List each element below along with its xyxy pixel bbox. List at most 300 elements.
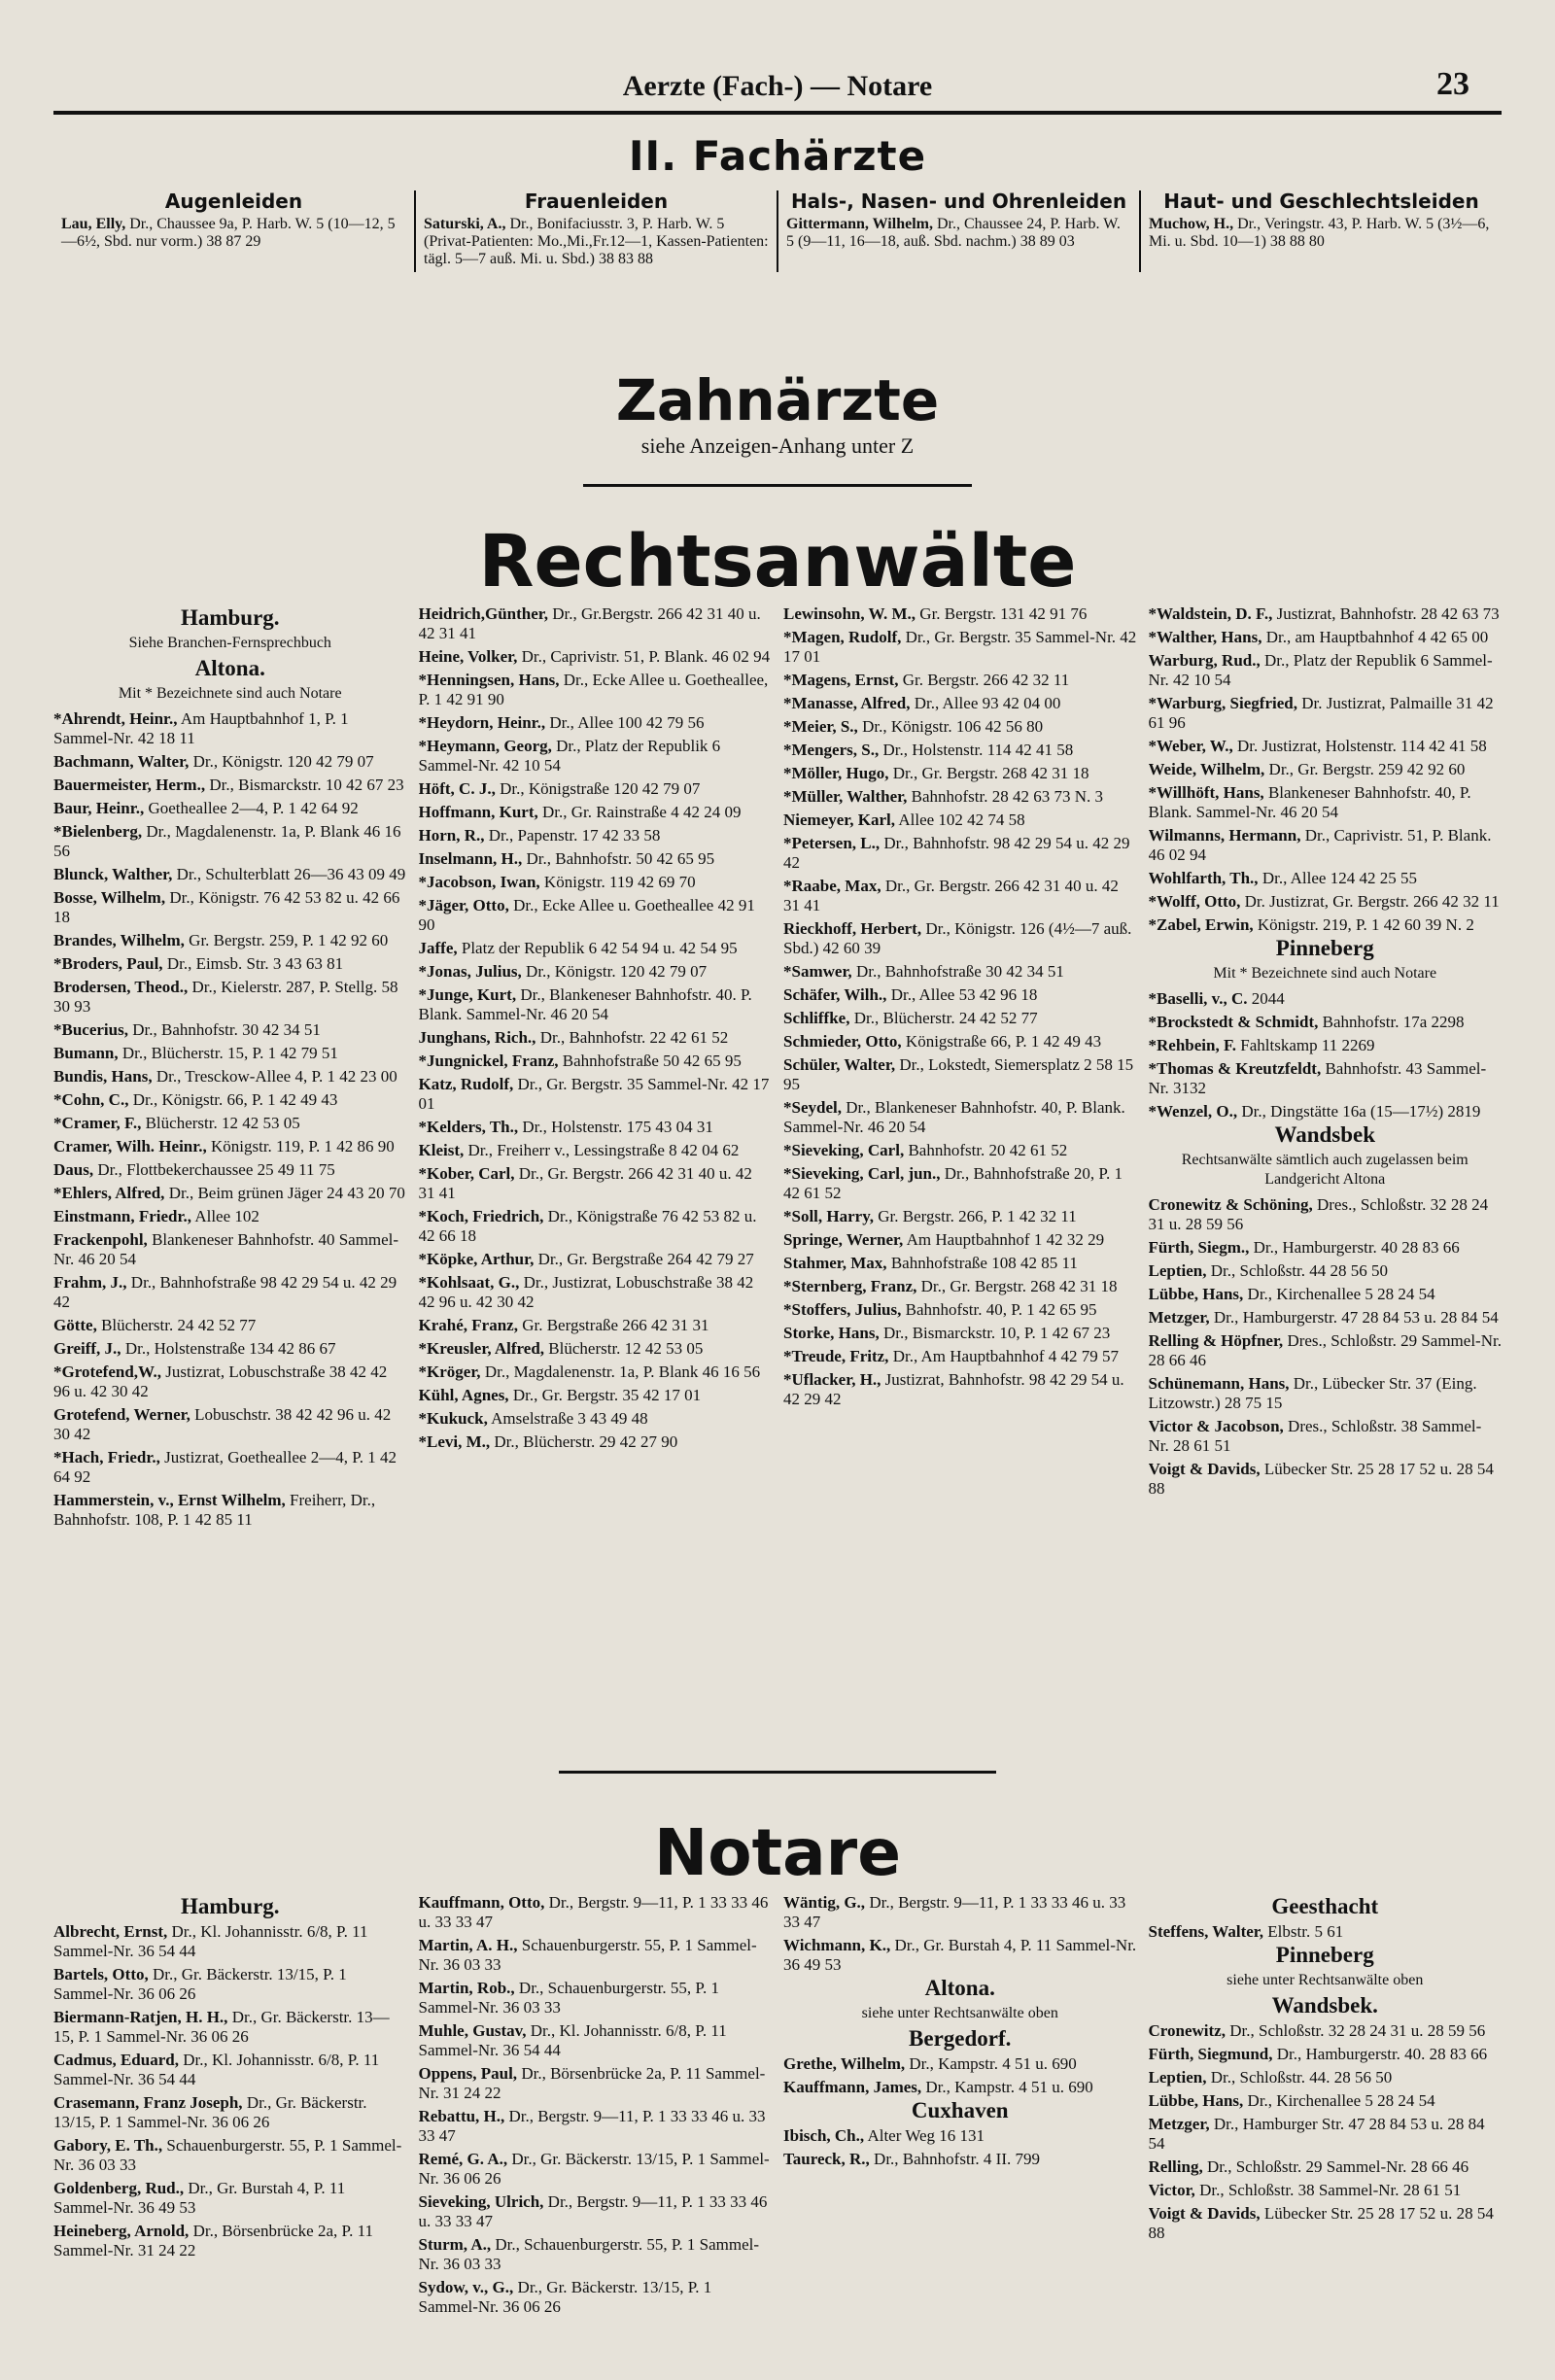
entry-name: Lübbe, Hans,: [1148, 1285, 1244, 1303]
entry-text: Dr., Papenstr. 17 42 33 58: [488, 826, 661, 845]
listing-entry: [419, 713, 773, 733]
entry-text: Goetheallee 2—4, P. 1 42 64 92: [148, 799, 359, 817]
listing-entry: [1149, 1308, 1503, 1328]
entry-name: Hoffmann, Kurt,: [418, 803, 538, 821]
listing-entry: [419, 1028, 773, 1048]
entry-text: Allee 102 42 74 58: [898, 811, 1025, 829]
entry-text: Lübecker Str. 25 28 17 52 u. 28 54 88: [1148, 1460, 1494, 1498]
notare-heading: Notare: [654, 1815, 901, 1890]
entry-name: Höft, C. J.,: [418, 779, 496, 798]
entry-text: Bahnhofstr. 17a 2298: [1322, 1013, 1465, 1031]
entry-name: Bundis, Hans,: [53, 1067, 153, 1086]
entry-text: Gr. Bergstr. 259, P. 1 42 92 60: [189, 931, 389, 949]
listing-entry: [783, 717, 1137, 737]
entry-name: Kauffmann, Otto,: [418, 1893, 545, 1912]
place-heading: Wandsbek.: [1271, 1993, 1378, 2018]
entry-text: Dr., Gr. Bäckerstr. 13—15, P. 1 Sammel-Nr. 36 06 26: [53, 2008, 390, 2046]
entry-text: Königstraße 66, P. 1 42 49 43: [905, 1032, 1102, 1051]
fachaerzte-heading: II. Fachärzte: [628, 132, 927, 180]
place-heading: Pinneberg: [1275, 936, 1374, 960]
listing-entry: [53, 1362, 407, 1401]
entry-name: Muhle, Gustav,: [418, 2021, 527, 2040]
entry-text: Dr., Lokstedt, Siemersplatz 2 58 15 95: [783, 1055, 1134, 1093]
entry-name: Cronewitz,: [1148, 2021, 1226, 2040]
entry-text: Dr., Bahnhofstraße 20, P. 1 42 61 52: [783, 1164, 1123, 1202]
entry-text: Dr., Bergstr. 9—11, P. 1 33 33 46 u. 33 33 47: [783, 1893, 1126, 1931]
place-heading: Hamburg.: [180, 605, 280, 630]
entry-name: Goldenberg, Rud.,: [53, 2179, 185, 2197]
entry-name: Einstmann, Friedr.,: [53, 1207, 192, 1225]
listing-entry: [1149, 216, 1494, 251]
category-heading: Haut- und Geschlechtsleiden: [1163, 190, 1479, 213]
listing-entry: [1149, 760, 1503, 779]
listing-entry: [783, 1141, 1137, 1160]
running-header: Aerzte (Fach-) — Notare: [622, 70, 933, 102]
entry-text: Dr., Allee 93 42 04 00: [914, 694, 1061, 712]
listing-entry: [783, 1300, 1137, 1320]
entry-text: Dr., Blankeneser Bahnhofstr. 40, P. Blank. Sammel-Nr. 46 20 54: [783, 1098, 1125, 1136]
entry-name: Wichmann, K.,: [783, 1936, 891, 1954]
listing-entry: [53, 2136, 407, 2175]
entry-name: Victor,: [1148, 2181, 1195, 2199]
entry-text: Dr., Kl. Johannisstr. 6/8, P. 11 Sammel-Nr. 36 54 44: [53, 2051, 380, 2088]
entry-name: Heidrich,Günther,: [418, 604, 548, 623]
listing-entry: [1149, 869, 1503, 888]
entry-name: Voigt & Davids,: [1148, 2204, 1261, 2223]
listing-entry: [1149, 2115, 1503, 2154]
entry-text: Dr., Gr. Burstah 4, P. 11 Sammel-Nr. 36 49 53: [53, 2179, 346, 2217]
entry-text: Dr., Lübecker Str. 37 (Eing. Litzowstr.) 28 75 15: [1148, 1374, 1477, 1412]
entry-text: Königstr. 119 42 69 70: [543, 873, 696, 891]
rechtsanwaelte-columns: [53, 604, 1502, 1756]
listing-entry: [1149, 892, 1503, 912]
entry-name: *Jungnickel, Franz,: [418, 1052, 559, 1070]
header-rule: [53, 111, 1502, 115]
entry-name: Heine, Volker,: [418, 647, 518, 666]
entry-name: Kühl, Agnes,: [418, 1386, 509, 1404]
section-note: Rechtsanwälte sämtlich auch zugelassen beim Landgericht Altona: [1181, 1152, 1469, 1188]
listing-entry: [1149, 826, 1503, 865]
entry-name: *Jonas, Julius,: [418, 962, 522, 981]
listing-entry: [783, 834, 1137, 873]
entry-text: Bahnhofstr. 20 42 61 52: [908, 1141, 1068, 1159]
listing-entry: [783, 2054, 1137, 2074]
listing-entry: [419, 737, 773, 776]
entry-text: Dr., Gr. Bäckerstr. 13/15, P. 1 Sammel-Nr. 36 06 26: [53, 2093, 367, 2131]
listing-entry: [1149, 1460, 1503, 1499]
entry-name: *Jacobson, Iwan,: [418, 873, 540, 891]
entry-text: Dr., Königstr. 120 42 79 07: [526, 962, 708, 981]
entry-text: 2044: [1251, 989, 1285, 1008]
entry-name: Gittermann, Wilhelm,: [786, 216, 933, 232]
entry-name: *Broders, Paul,: [53, 954, 163, 973]
entry-name: Rieckhoff, Herbert,: [783, 919, 922, 938]
listing-entry: [419, 1052, 773, 1071]
entry-name: Grotefend, Werner,: [53, 1405, 190, 1424]
listing-entry: [783, 1098, 1137, 1137]
entry-name: Relling & Höpfner,: [1148, 1331, 1284, 1350]
listing-entry: [783, 1230, 1137, 1250]
listing-entry: [1149, 989, 1503, 1009]
entry-text: Dr., Hamburger Str. 47 28 84 53 u. 28 84 54: [1148, 2115, 1485, 2153]
entry-name: *Magen, Rudolf,: [783, 628, 902, 646]
entry-text: Bahnhofstr. 43 Sammel-Nr. 3132: [1148, 1059, 1487, 1097]
listing-entry: [783, 694, 1137, 713]
listing-entry: [53, 1160, 407, 1180]
entry-text: Dr., Justizrat, Lobuschstraße 38 42 42 96 u. 42 30 42: [418, 1273, 754, 1311]
listing-entry: [783, 2078, 1137, 2097]
listing-entry: [419, 2150, 773, 2189]
listing-entry: [783, 787, 1137, 807]
entry-name: *Soll, Harry,: [783, 1207, 875, 1225]
listing-entry: [53, 865, 407, 884]
entry-name: Fürth, Siegm.,: [1148, 1238, 1250, 1257]
entry-name: *Magens, Ernst,: [783, 671, 899, 689]
entry-text: Dr., Bismarckstr. 10, P. 1 42 67 23: [882, 1324, 1111, 1342]
listing-entry: [53, 1114, 407, 1133]
entry-name: Frackenpohl,: [53, 1230, 148, 1249]
entry-text: Blücherstr. 12 42 53 05: [145, 1114, 300, 1132]
place-heading: Geesthacht: [1271, 1894, 1379, 1918]
section-rule: [559, 1771, 996, 1774]
entry-text: Dr., Gr. Burstah 4, P. 11 Sammel-Nr. 36 49 53: [783, 1936, 1137, 1974]
section-note: siehe unter Rechtsanwälte oben: [1227, 1972, 1424, 1988]
entry-name: *Cohn, C.,: [53, 1090, 129, 1109]
listing-entry: [419, 1409, 773, 1429]
entry-text: Bahnhofstr. 28 42 63 73 N. 3: [911, 787, 1103, 806]
entry-name: Kauffmann, James,: [783, 2078, 922, 2096]
entry-name: Storke, Hans,: [783, 1324, 880, 1342]
entry-text: Justizrat, Bahnhofstr. 28 42 63 73: [1276, 604, 1500, 623]
entry-text: Dr., Bonifaciusstr. 3, P. Harb. W. 5 (Privat-Patienten: Mo.,Mi.,Fr.12—1, Kassen-Patienten: tägl. 5—7 auß. Mi. u. Sbd.) 38 83 88: [424, 216, 769, 267]
listing-column: [783, 1893, 1137, 2340]
entry-text: Dr., Gr. Rainstraße 4 42 24 09: [542, 803, 742, 821]
entry-text: Blücherstr. 12 42 53 05: [548, 1339, 704, 1358]
entry-name: Katz, Rudolf,: [418, 1075, 514, 1093]
listing-entry: [419, 1893, 773, 1932]
listing-entry: [419, 962, 773, 982]
listing-entry: [419, 2235, 773, 2274]
listing-entry: [53, 2179, 407, 2218]
entry-name: *Junge, Kurt,: [418, 985, 517, 1004]
entry-text: Dr., Kl. Johannisstr. 6/8, P. 11 Sammel-Nr. 36 54 44: [418, 2021, 727, 2059]
entry-text: Dr., Allee 124 42 25 55: [1261, 869, 1417, 887]
listing-entry: [53, 2008, 407, 2047]
entry-text: Dr., Tresckow-Allee 4, P. 1 42 23 00: [156, 1067, 397, 1086]
fach-column: [53, 190, 414, 272]
entry-name: Crasemann, Franz Joseph,: [53, 2093, 243, 2112]
listing-entry: [1149, 604, 1503, 624]
place-heading: Cuxhaven: [911, 2098, 1009, 2122]
entry-name: *Rehbein, F.: [1148, 1036, 1237, 1054]
entry-text: Dr., Holstenstraße 134 42 86 67: [124, 1339, 336, 1358]
entry-text: Gr. Bergstr. 131 42 91 76: [919, 604, 1088, 623]
entry-name: Weide, Wilhelm,: [1148, 760, 1265, 778]
entry-name: *Köpke, Arthur,: [418, 1250, 535, 1268]
listing-entry: [783, 628, 1137, 667]
entry-text: Fahltskamp 11 2269: [1240, 1036, 1375, 1054]
entry-text: Dr., Kirchenallee 5 28 24 54: [1247, 2091, 1435, 2110]
place-heading: Hamburg.: [180, 1894, 280, 1918]
entry-name: Metzger,: [1148, 2115, 1210, 2133]
entry-text: Dr., Platz der Republik 6 Sammel-Nr. 42 10 54: [1148, 651, 1493, 689]
listing-entry: [53, 2222, 407, 2260]
listing-entry: [1149, 915, 1503, 935]
entry-text: Schauenburgerstr. 55, P. 1 Sammel-Nr. 36 03 33: [53, 2136, 402, 2174]
listing-entry: [1149, 1374, 1503, 1413]
listing-entry: [53, 1044, 407, 1063]
entry-text: Dr., Flottbekerchaussee 25 49 11 75: [97, 1160, 335, 1179]
entry-text: Dr., Veringstr. 43, P. Harb. W. 5 (3½—6, Mi. u. Sbd. 10—1) 38 88 80: [1149, 216, 1490, 250]
listing-entry: [419, 849, 773, 869]
entry-name: Lübbe, Hans,: [1148, 2091, 1244, 2110]
entry-text: Dr., Holstenstr. 114 42 41 58: [882, 741, 1074, 759]
listing-entry: [419, 1432, 773, 1452]
listing-column: [783, 604, 1137, 1756]
listing-entry: [419, 803, 773, 822]
listing-entry: [783, 764, 1137, 783]
entry-text: Platz der Republik 6 42 54 94 u. 42 54 95: [461, 939, 738, 957]
listing-entry: [1149, 2045, 1503, 2064]
entry-text: Elbstr. 5 61: [1267, 1922, 1344, 1941]
entry-text: Dr., Gr. Bergstraße 264 42 79 27: [537, 1250, 754, 1268]
entry-text: Dr., Bahnhofstr. 4 II. 799: [874, 2150, 1040, 2168]
entry-text: Dr., Börsenbrücke 2a, P. 11 Sammel-Nr. 31 24 22: [418, 2064, 766, 2102]
entry-text: Dr., Gr. Bergstr. 266 42 31 40 u. 42 31 41: [418, 1164, 752, 1202]
category-heading: Frauenleiden: [524, 190, 669, 213]
entry-name: Daus,: [53, 1160, 94, 1179]
listing-entry: [783, 671, 1137, 690]
fach-column: [1139, 190, 1502, 272]
entry-text: Dres., Schloßstr. 38 Sammel-Nr. 28 61 51: [1148, 1417, 1482, 1455]
listing-entry: [419, 1075, 773, 1114]
entry-text: Königstr. 119, P. 1 42 86 90: [210, 1137, 395, 1156]
entry-name: Victor & Jacobson,: [1148, 1417, 1284, 1435]
entry-text: Dr., Gr. Bergstr. 268 42 31 18: [892, 764, 1089, 782]
entry-text: Dr., Magdalenenstr. 1a, P. Blank 46 16 56: [484, 1362, 761, 1381]
entry-name: Remé, G. A.,: [418, 2150, 508, 2168]
entry-text: Blankeneser Bahnhofstr. 40 Sammel-Nr. 46 20 54: [53, 1230, 399, 1268]
listing-entry: [783, 985, 1137, 1005]
entry-name: Frahm, J.,: [53, 1273, 127, 1292]
entry-name: Inselmann, H.,: [418, 849, 523, 868]
listing-entry: [419, 1979, 773, 2018]
entry-text: Gr. Bergstraße 266 42 31 31: [522, 1316, 709, 1334]
entry-name: *Heymann, Georg,: [418, 737, 552, 755]
entry-name: Kleist,: [418, 1141, 465, 1159]
listing-column: [53, 1893, 407, 2340]
listing-entry: [53, 1184, 407, 1203]
entry-text: Dr., Gr. Bergstr. 259 42 92 60: [1268, 760, 1466, 778]
entry-name: Wäntig, G.,: [783, 1893, 866, 1912]
entry-text: Dr., Chaussee 24, P. Harb. W. 5 (9—11, 16—18, auß. Sbd. nachm.) 38 89 03: [786, 216, 1121, 250]
listing-entry: [419, 779, 773, 799]
listing-entry: [783, 811, 1137, 830]
entry-text: Dr., Gr. Bergstr. 266 42 31 40 u. 42 31 41: [783, 877, 1119, 914]
listing-entry: [783, 604, 1137, 624]
entry-text: Dr., Magdalenenstr. 1a, P. Blank 46 16 56: [53, 822, 401, 860]
listing-entry: [419, 2064, 773, 2103]
entry-text: Dr., Gr. Bergstr. 35 Sammel-Nr. 42 17 01: [783, 628, 1137, 666]
listing-entry: [419, 896, 773, 935]
entry-text: Dr., Bahnhofstraße 30 42 34 51: [855, 962, 1064, 981]
entry-text: Dr., Bahnhofstr. 98 42 29 54 u. 42 29 42: [783, 834, 1130, 872]
entry-text: Dr., Schauenburgerstr. 55, P. 1 Sammel-Nr. 36 03 33: [418, 1979, 719, 2017]
entry-text: Gr. Bergstr. 266 42 32 11: [902, 671, 1070, 689]
entry-text: Justizrat, Lobuschstraße 38 42 42 96 u. 42 30 42: [53, 1362, 388, 1400]
listing-entry: [783, 741, 1137, 760]
entry-text: Dr., Blücherstr. 29 42 27 90: [494, 1432, 678, 1451]
listing-entry: [419, 2278, 773, 2317]
entry-name: Horn, R.,: [418, 826, 485, 845]
listing-entry: [53, 1448, 407, 1487]
listing-entry: [783, 2150, 1137, 2169]
entry-name: Schmieder, Otto,: [783, 1032, 902, 1051]
listing-entry: [53, 2051, 407, 2089]
entry-text: Dres., Schloßstr. 32 28 24 31 u. 28 59 56: [1148, 1195, 1489, 1233]
listing-entry: [1149, 2181, 1503, 2200]
entry-text: Dr., Bergstr. 9—11, P. 1 33 33 46 u. 33 33 47: [418, 2192, 768, 2230]
listing-column: [419, 1893, 773, 2340]
listing-entry: [783, 1277, 1137, 1296]
rechtsanwaelte-heading: Rechtsanwälte: [478, 520, 1077, 604]
listing-entry: [53, 931, 407, 950]
entry-text: Dr., Kielerstr. 287, P. Stellg. 58 30 93: [53, 978, 398, 1016]
entry-text: Dr., Kampstr. 4 51 u. 690: [925, 2078, 1093, 2096]
listing-entry: [783, 1347, 1137, 1366]
listing-entry: [53, 1491, 407, 1530]
entry-name: Brandes, Wilhelm,: [53, 931, 185, 949]
entry-name: Schliffke,: [783, 1009, 850, 1027]
entry-name: Rebattu, H.,: [418, 2107, 505, 2125]
entry-name: Martin, A. H.,: [418, 1936, 518, 1954]
listing-entry: [1149, 2068, 1503, 2087]
listing-entry: [53, 1067, 407, 1087]
listing-column: [1149, 1893, 1503, 2340]
entry-text: Amselstraße 3 43 49 48: [491, 1409, 648, 1428]
notare-columns: [53, 1893, 1502, 2340]
entry-name: *Bucerius,: [53, 1020, 128, 1039]
entry-name: *Möller, Hugo,: [783, 764, 889, 782]
entry-name: Steffens, Walter,: [1148, 1922, 1264, 1941]
entry-text: Dr., Schulterblatt 26—36 43 09 49: [176, 865, 406, 883]
entry-name: *Kreusler, Alfred,: [418, 1339, 545, 1358]
listing-entry: [1149, 1261, 1503, 1281]
entry-text: Bahnhofstraße 108 42 85 11: [890, 1254, 1078, 1272]
entry-name: Schäfer, Wilh.,: [783, 985, 887, 1004]
entry-name: Wohlfarth, Th.,: [1148, 869, 1259, 887]
entry-text: Dr., Bahnhofstr. 30 42 34 51: [132, 1020, 321, 1039]
entry-name: Sturm, A.,: [418, 2235, 492, 2254]
entry-text: Dr. Justizrat, Gr. Bergstr. 266 42 32 11: [1244, 892, 1500, 911]
listing-entry: [419, 1250, 773, 1269]
listing-entry: [53, 888, 407, 927]
listing-entry: [419, 2021, 773, 2060]
entry-name: *Ehlers, Alfred,: [53, 1184, 165, 1202]
listing-entry: [1149, 1036, 1503, 1055]
entry-name: *Brockstedt & Schmidt,: [1148, 1013, 1319, 1031]
entry-text: Bahnhofstr. 40, P. 1 42 65 95: [905, 1300, 1097, 1319]
entry-text: Dr. Justizrat, Palmaille 31 42 61 96: [1148, 694, 1494, 732]
entry-name: *Sieveking, Carl,: [783, 1141, 905, 1159]
listing-entry: [419, 2192, 773, 2231]
entry-text: Königstr. 219, P. 1 42 60 39 N. 2: [1257, 915, 1474, 934]
listing-entry: [419, 671, 773, 709]
entry-name: *Seydel,: [783, 1098, 842, 1117]
listing-entry: [783, 1207, 1137, 1226]
entry-name: *Kohlsaat, G.,: [418, 1273, 520, 1292]
entry-text: Dr., Bahnhofstr. 50 42 65 95: [526, 849, 715, 868]
entry-text: Dr., Holstenstr. 175 43 04 31: [522, 1118, 713, 1136]
listing-entry: [1149, 1238, 1503, 1258]
listing-entry: [783, 962, 1137, 982]
entry-name: Götte,: [53, 1316, 97, 1334]
listing-column: [419, 604, 773, 1756]
listing-entry: [783, 1324, 1137, 1343]
listing-entry: [419, 1118, 773, 1137]
entry-name: Blunck, Walther,: [53, 865, 173, 883]
entry-name: Wilmanns, Hermann,: [1148, 826, 1301, 845]
entry-text: Dr., Hamburgerstr. 40 28 83 66: [1253, 1238, 1460, 1257]
entry-text: Dr., Hamburgerstr. 40. 28 83 66: [1276, 2045, 1488, 2063]
listing-entry: [53, 1090, 407, 1110]
entry-text: Lübecker Str. 25 28 17 52 u. 28 54 88: [1148, 2204, 1494, 2242]
listing-entry: [1149, 1059, 1503, 1098]
entry-text: Dr., Königstraße 76 42 53 82 u. 42 66 18: [418, 1207, 757, 1245]
entry-text: Dr., Bahnhofstr. 22 42 61 52: [539, 1028, 729, 1047]
entry-text: Dr., Schloßstr. 44 28 56 50: [1210, 1261, 1389, 1280]
entry-text: Dr., Königstraße 120 42 79 07: [500, 779, 701, 798]
entry-name: *Kröger,: [418, 1362, 481, 1381]
entry-text: Dr., Allee 100 42 79 56: [549, 713, 705, 732]
entry-name: Gabory, E. Th.,: [53, 2136, 163, 2155]
listing-entry: [419, 873, 773, 892]
entry-name: Fürth, Siegmund,: [1148, 2045, 1273, 2063]
entry-text: Dr., Blankeneser Bahnhofstr. 40. P. Blank. Sammel-Nr. 46 20 54: [418, 985, 752, 1023]
entry-name: *Willhöft, Hans,: [1148, 783, 1264, 802]
listing-entry: [783, 877, 1137, 915]
entry-text: Dr., Kl. Johannisstr. 6/8, P. 11 Sammel-Nr. 36 54 44: [53, 1922, 368, 1960]
entry-text: Blankeneser Bahnhofstr. 40, P. Blank. Sammel-Nr. 46 20 54: [1148, 783, 1471, 821]
entry-text: Allee 102: [194, 1207, 259, 1225]
place-heading: Pinneberg: [1275, 1943, 1374, 1967]
entry-name: Ibisch, Ch.,: [783, 2126, 865, 2145]
listing-entry: [783, 1055, 1137, 1094]
entry-text: Blücherstr. 24 42 52 77: [101, 1316, 257, 1334]
listing-entry: [419, 1362, 773, 1382]
entry-name: *Meier, S.,: [783, 717, 858, 736]
entry-name: Niemeyer, Karl,: [783, 811, 896, 829]
entry-name: Metzger,: [1148, 1308, 1210, 1327]
entry-text: Dr., Schloßstr. 38 Sammel-Nr. 28 61 51: [1199, 2181, 1462, 2199]
entry-text: Dr., Schloßstr. 44. 28 56 50: [1210, 2068, 1393, 2087]
listing-column: [1149, 604, 1503, 1756]
listing-entry: [419, 939, 773, 958]
entry-name: Bauermeister, Herm.,: [53, 776, 206, 794]
entry-name: *Heydorn, Heinr.,: [418, 713, 546, 732]
entry-text: Schauenburgerstr. 55, P. 1 Sammel-Nr. 36 03 33: [418, 1936, 757, 1974]
entry-text: Dr., Gr.Bergstr. 266 42 31 40 u. 42 31 41: [418, 604, 761, 642]
entry-name: Sieveking, Ulrich,: [418, 2192, 544, 2211]
entry-name: Heineberg, Arnold,: [53, 2222, 190, 2240]
entry-name: Leptien,: [1148, 2068, 1207, 2087]
section-rule: [583, 484, 972, 487]
entry-name: Hammerstein, v., Ernst Wilhelm,: [53, 1491, 286, 1509]
listing-entry: [53, 822, 407, 861]
listing-entry: [53, 1137, 407, 1156]
listing-entry: [1149, 1195, 1503, 1234]
entry-name: Cadmus, Eduard,: [53, 2051, 179, 2069]
